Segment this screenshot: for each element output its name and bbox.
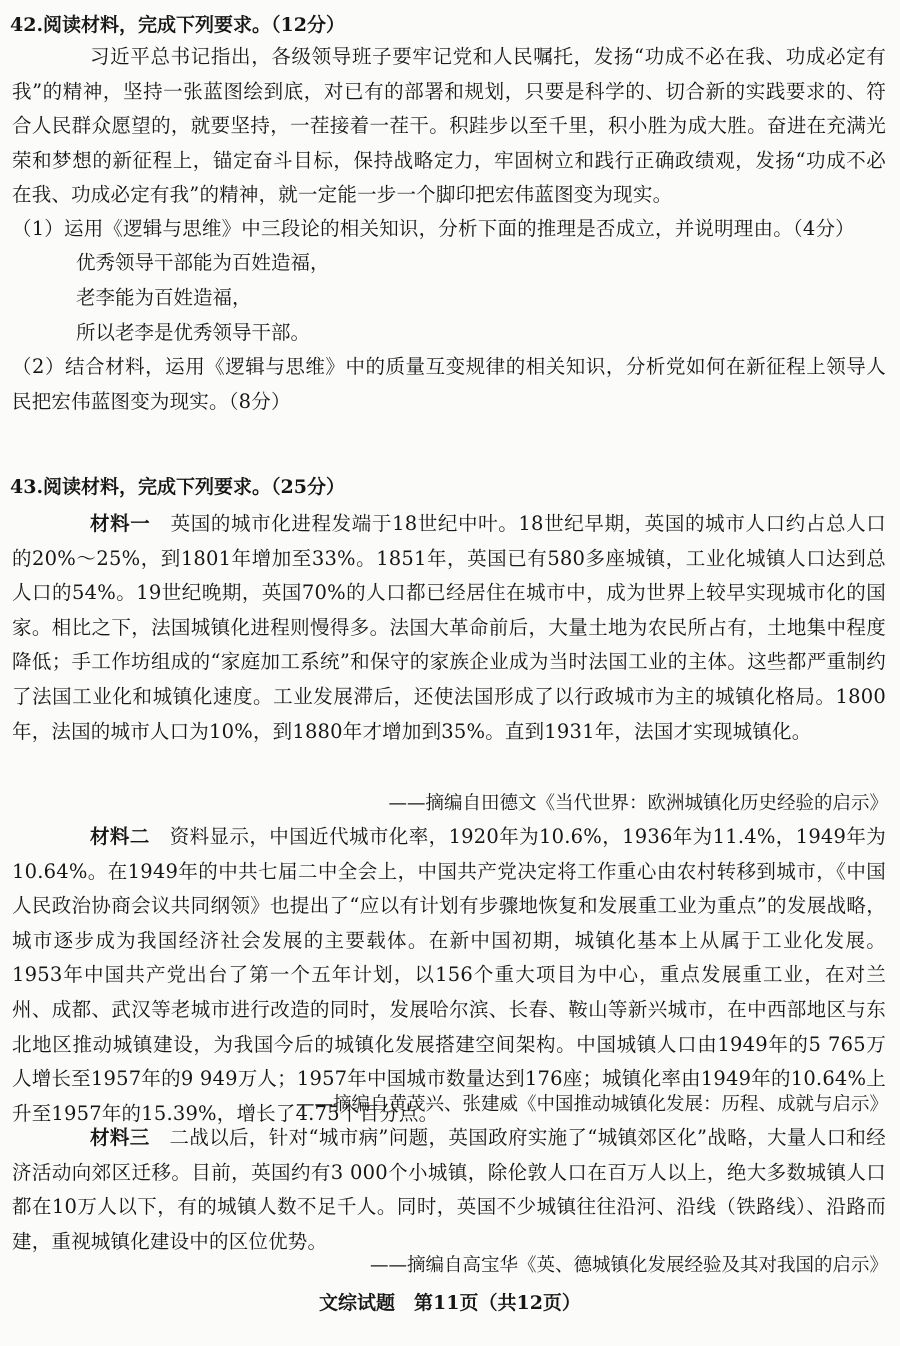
question-42-heading: 42.阅读材料，完成下列要求。（12分） (10, 14, 345, 36)
syllogism-conclusion: 所以老李是优秀领导干部。 (76, 321, 311, 344)
material-3-label: 材料三 (90, 1126, 150, 1149)
question-43-heading: 43.阅读材料，完成下列要求。（25分） (10, 476, 345, 498)
material-2-text: 资料显示，中国近代城市化率，1920年为10.6%，1936年为11.4%，1949年为10.64%。在1949年的中共七届二中全会上，中国共产党决定将工作重心由农村转移到城市，《中国人民政治协商会议共同纲领》也提出了“应以有计划有步骤地恢复和发展重工业为重点”的发展战略，城市逐步成为我国经济社会发展的主要载体。在新中国初期，城镇化基本上从属于工业化发展。1953年中国共产党出台了第一个五年计划，以156个重大项目为中心，重点发展重工业，在对兰州、成都、武汉等老城市进行改造的同时，发展哈尔滨、长春、鞍山等新兴城市，在中西部地区与东北地区推动城镇建设，为我国今后的城镇化发展搭建空间架构。中国城镇人口由1949年的5 765万人增长至1957年的9 949万人；1957年中国城市数量达到176座；城镇化率由1949年的10.64%上升至1957年的15.39%，增长了4.75个百分点。 (12, 825, 886, 1125)
material-3-text: 二战以后，针对“城市病”问题，英国政府实施了“城镇郊区化”战略，大量人口和经济活动向郊区迁移。目前，英国约有3 000个小城镇，除伦敦人口在百万人以上，绝大多数城镇人口都在10万人以下，有的城镇人数不足千人。同时，英国不少城镇往往沿河、沿线（铁路线）、沿路而建，重视城镇化建设中的区位优势。 (12, 1126, 886, 1253)
material-1-text: 英国的城市化进程发端于18世纪中叶。18世纪早期，英国的城市人口约占总人口的20%～25%，到1801年增加至33%。1851年，英国已有580多座城镇，工业化城镇人口达到总人口的54%。19世纪晚期，英国70%的人口都已经居住在城市中，成为世界上较早实现城市化的国家。相比之下，法国城镇化进程则慢得多。法国大革命前后，大量土地为农民所占有，土地集中程度降低；手工作坊组成的“家庭加工系统”和保守的家族企业成为当时法国工业的主体。这些都严重制约了法国工业化和城镇化速度。工业发展滞后，还使法国形成了以行政城市为主的城镇化格局。1800年，法国的城市人口为10%，到1880年才增加到35%。直到1931年，法国才实现城镇化。 (12, 512, 886, 743)
syllogism-major-premise: 优秀领导干部能为百姓造福， (76, 251, 330, 274)
question-42-sub2: （2）结合材料，运用《逻辑与思维》中的质量互变规律的相关知识，分析党如何在新征程上领导人民把宏伟蓝图变为现实。（8分） (12, 355, 886, 413)
syllogism-minor-premise: 老李能为百姓造福， (76, 286, 252, 309)
material-3 (12, 1121, 886, 1259)
question-42-sub1: （1）运用《逻辑与思维》中三段论的相关知识，分析下面的推理是否成立，并说明理由。（4分） (12, 217, 855, 240)
material-2 (12, 820, 886, 1131)
question-42-material: 习近平总书记指出，各级领导班子要牢记党和人民嘱托，发扬“功成不必在我、功成必定有我”的精神，坚持一张蓝图绘到底，对已有的部署和规划，只要是科学的、切合新的实践要求的、符合人民群众愿望的，就要坚持，一茬接着一茬干。积跬步以至千里，积小胜为成大胜。奋进在充满光荣和梦想的新征程上，锚定奋斗目标，保持战略定力，牢固树立和践行正确政绩观，发扬“功成不必在我、功成必定有我”的精神，就一定能一步一个脚印把宏伟蓝图变为现实。 (12, 45, 886, 207)
material-2-label: 材料二 (90, 825, 150, 848)
material-1 (12, 507, 886, 749)
page-footer: 文综试题 第11页（共12页） (319, 1292, 581, 1314)
material-1-source: ——摘编自田德文《当代世界：欧洲城镇化历史经验的启示》 (388, 793, 888, 814)
material-3-source: ——摘编自高宝华《英、德城镇化发展经验及其对我国的启示》 (369, 1255, 888, 1276)
material-1-label: 材料一 (90, 512, 151, 535)
material-2-source: ——摘编自黄茂兴、张建威《中国推动城镇化发展：历程、成就与启示》 (295, 1094, 888, 1115)
